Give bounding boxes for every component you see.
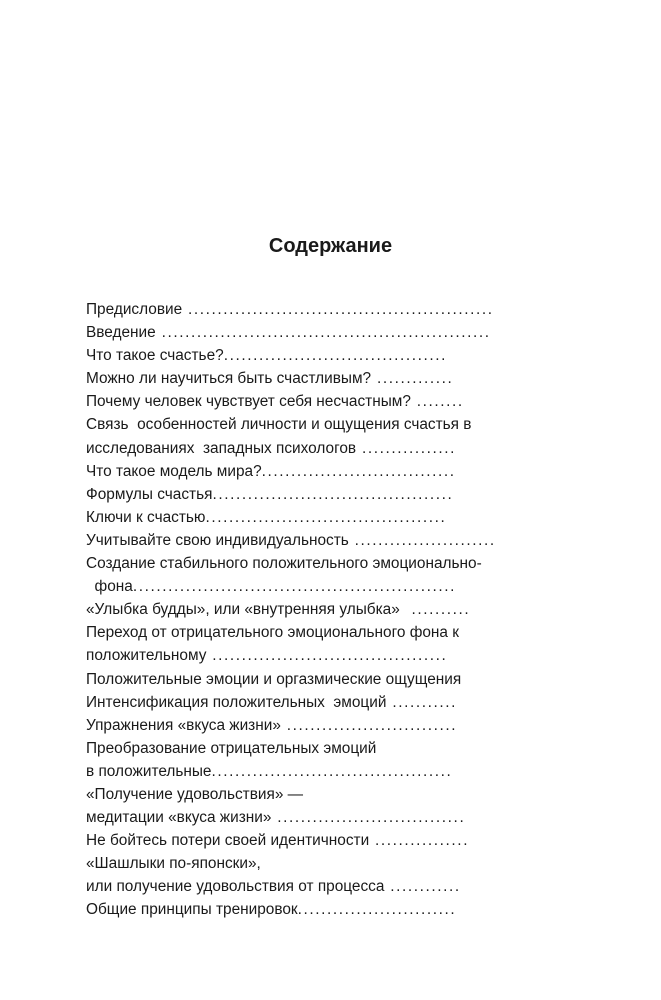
toc-entry-title: положительному	[86, 647, 207, 665]
toc-entry	[86, 367, 546, 390]
toc-entry	[86, 668, 546, 691]
toc-entry-leader: ................	[369, 832, 470, 850]
toc-entry-title: «Шашлыки по-японски»,	[86, 855, 261, 873]
toc-entry-leader: .........................................	[212, 485, 454, 503]
toc-entry	[86, 413, 546, 436]
toc-entry-title: или получение удовольствия от процесса	[86, 878, 385, 896]
toc-entry	[86, 437, 546, 460]
toc-entry-leader: .........................................	[205, 508, 447, 526]
toc-entry-title: Введение	[86, 324, 156, 342]
toc-entry	[86, 644, 546, 667]
toc-entry-title: Формулы счастья	[86, 485, 213, 503]
toc-entry-title: «Улыбка будды», или «внутренняя улыбка»	[86, 601, 400, 619]
toc-entry-title: Положительные эмоции и оргазмические ощущения	[86, 670, 462, 688]
toc-entry-title: исследованиях западных психологов	[86, 439, 357, 457]
toc-entry	[86, 783, 546, 806]
toc-entry	[86, 483, 546, 506]
toc-entry-title: Не бойтесь потери своей идентичности	[86, 832, 370, 850]
toc-entry-title: в положительные	[86, 762, 212, 780]
toc-entry-leader: ................................	[271, 809, 466, 827]
toc-entry-title: Упражнения «вкуса жизни»	[86, 716, 281, 734]
page-title: Содержание	[268, 235, 393, 257]
toc-entry-title: фона	[86, 578, 133, 596]
toc-entry	[86, 875, 546, 898]
toc-entry-leader: .........................................	[211, 762, 453, 780]
toc-entry-title: Учитывайте свою индивидуальность	[86, 531, 349, 549]
toc-entry-leader: .............	[371, 370, 454, 388]
toc-entry-title: «Получение удовольствия» —	[86, 785, 304, 803]
toc-entry-leader: ...........	[386, 693, 457, 711]
toc-entry	[86, 552, 546, 575]
toc-entry-leader: ............	[384, 878, 461, 896]
toc-entry-leader: ...........................	[297, 901, 457, 919]
toc-entry	[86, 806, 546, 829]
toc-entry-title: Что такое счастье?	[86, 347, 224, 365]
toc-entry	[86, 621, 546, 644]
toc-entry-title: Общие принципы тренировок	[86, 901, 298, 919]
toc-entry	[86, 298, 546, 321]
toc-entry-leader: ..........	[399, 601, 471, 619]
toc-entry-title: Что такое модель мира?	[86, 462, 262, 480]
toc-entry-title: Интенсификация положительных эмоций	[86, 693, 387, 711]
toc-entry	[86, 760, 546, 783]
toc-entry-leader: ........................	[348, 531, 496, 549]
toc-entry-leader: ......................................	[223, 347, 447, 365]
toc-entry-leader: .......................................................	[132, 578, 457, 596]
toc-entry	[86, 737, 546, 760]
toc-entry	[86, 598, 546, 621]
toc-entry	[86, 321, 546, 344]
toc-entry	[86, 829, 546, 852]
table-of-contents	[86, 298, 546, 922]
toc-entry-title: Ключи к счастью	[86, 508, 206, 526]
toc-entry	[86, 898, 546, 921]
toc-entry-leader: .............................	[280, 716, 458, 734]
toc-entry-title: Связь особенностей личности и ощущения счастья в	[86, 416, 472, 434]
toc-entry	[86, 852, 546, 875]
toc-entry	[86, 390, 546, 413]
toc-entry	[86, 575, 546, 598]
toc-entry-title: Можно ли научиться быть счастливым?	[86, 370, 372, 388]
toc-entry-title: медитации «вкуса жизни»	[86, 809, 272, 827]
toc-entry-title: Переход от отрицательного эмоционального фона к	[86, 624, 459, 642]
toc-entry	[86, 344, 546, 367]
toc-entry	[86, 714, 546, 737]
toc-entry	[86, 691, 546, 714]
toc-entry-title: Создание стабильного положительного эмоционально-	[86, 555, 482, 573]
toc-entry-title: Преобразование отрицательных эмоций	[86, 739, 377, 757]
toc-entry-leader: ....................................................	[182, 301, 494, 318]
toc-entry-title: Почему человек чувствует себя несчастным?	[86, 393, 411, 411]
toc-entry-leader: ........................................................	[155, 324, 491, 342]
toc-entry-leader: .................................	[261, 462, 456, 480]
toc-entry	[86, 529, 546, 552]
toc-entry-leader: ........	[410, 393, 464, 411]
toc-entry-title: Предисловие	[86, 301, 183, 318]
toc-entry-leader: ................	[356, 439, 456, 457]
toc-entry	[86, 506, 546, 529]
toc-entry-leader: ........................................	[206, 647, 448, 665]
toc-entry	[86, 460, 546, 483]
